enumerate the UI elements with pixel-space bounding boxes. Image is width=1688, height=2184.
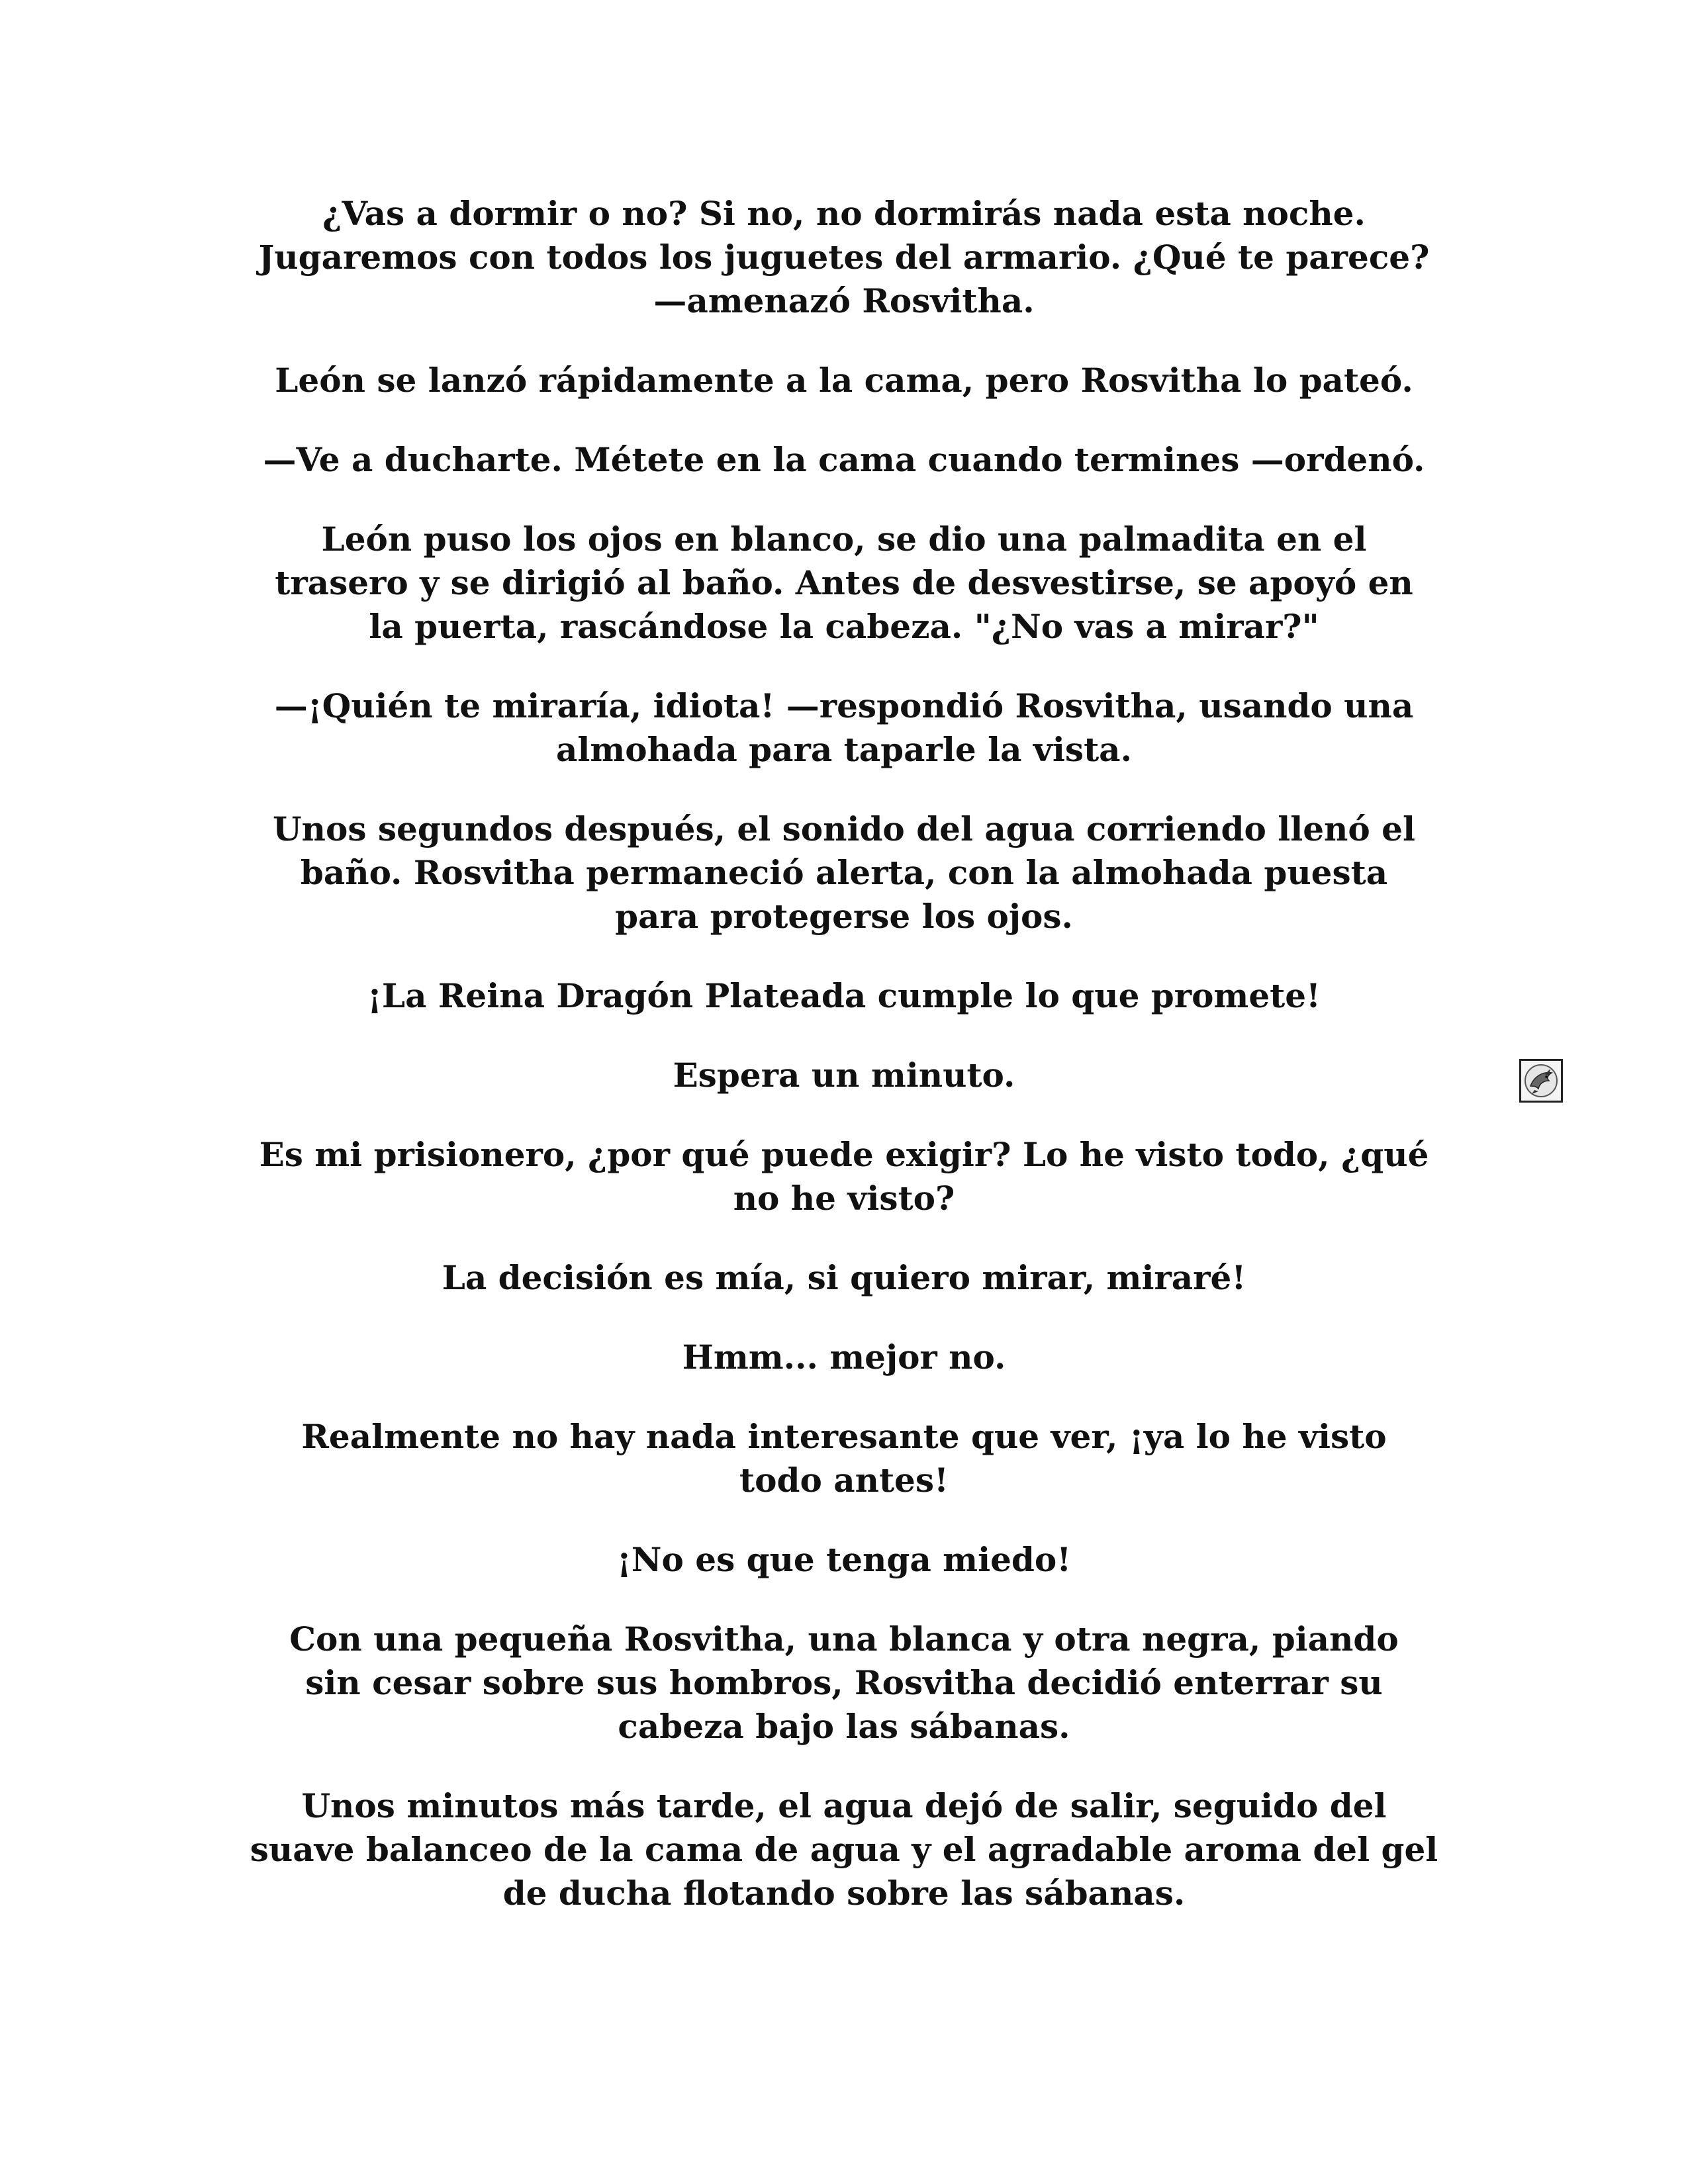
paragraph: León puso los ojos en blanco, se dio una palmadita en el trasero y se dirigió al baño. Antes de desvestirse, se apoyó en la puerta, rascándose la cabeza. "¿No vas a mirar?" [275, 520, 1413, 646]
paragraph: —¡Quién te miraría, idiota! —respondió Rosvitha, usando una almohada para taparle la vista. [274, 686, 1414, 769]
paragraph: ¡La Reina Dragón Plateada cumple lo que promete! [367, 976, 1321, 1015]
paragraph: ¡No es que tenga miedo! [616, 1540, 1072, 1579]
dragon-emblem-graphic [1521, 1061, 1561, 1101]
paragraph: Realmente no hay nada interesante que ver, ¡ya lo he visto todo antes! [301, 1417, 1387, 1500]
paragraph: Con una pequeña Rosvitha, una blanca y otra negra, piando sin cesar sobre sus hombros, Rosvitha decidió enterrar su cabeza bajo las sábanas. [289, 1619, 1399, 1746]
dragon-emblem-icon [1519, 1059, 1563, 1103]
paragraph: Es mi prisionero, ¿por qué puede exigir? Lo he visto todo, ¿qué no he visto? [259, 1135, 1429, 1218]
paragraph: ¿Vas a dormir o no? Si no, no dormirás nada esta noche. Jugaremos con todos los juguetes del armario. ¿Qué te parece? —amenazó Rosvitha. [258, 194, 1430, 320]
paragraph: León se lanzó rápidamente a la cama, pero Rosvitha lo pateó. [275, 361, 1413, 400]
document-body [218, 192, 1470, 1951]
paragraph: Espera un minuto. [673, 1056, 1015, 1095]
paragraph: Unos minutos más tarde, el agua dejó de salir, seguido del suave balanceo de la cama de agua y el agradable aroma del gel de ducha flotando sobre las sábanas. [250, 1786, 1438, 1913]
paragraph: Hmm... mejor no. [682, 1338, 1006, 1377]
paragraph: Unos segundos después, el sonido del agua corriendo llenó el baño. Rosvitha permaneció alerta, con la almohada puesta para protegerse los ojos. [273, 809, 1415, 936]
paragraph: —Ve a ducharte. Métete en la cama cuando termines —ordenó. [263, 440, 1425, 479]
paragraph: La decisión es mía, si quiero mirar, miraré! [442, 1258, 1246, 1297]
